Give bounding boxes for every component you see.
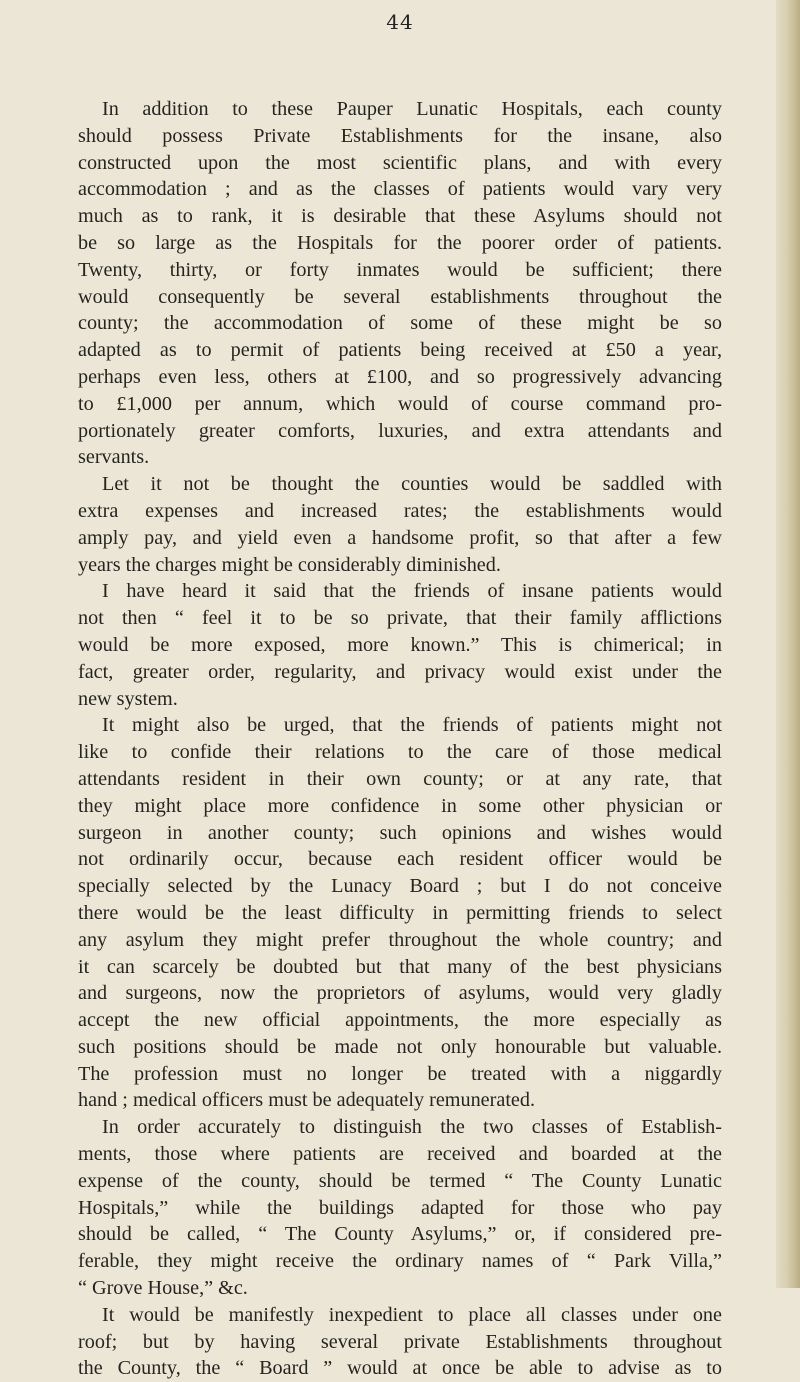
text-line: much as to rank, it is desirable that these Asylums should not	[78, 205, 722, 228]
text-line: In order accurately to distinguish the two classes of Establish-	[102, 1116, 722, 1139]
text-line: would be more exposed, more known.” This is chimerical; in	[78, 633, 722, 656]
text-line: I have heard it said that the friends of insane patients would	[102, 580, 722, 603]
text-line: extra expenses and increased rates; the establishments would	[78, 499, 722, 522]
text-line: “ Grove House,” &c.	[78, 1277, 248, 1300]
text-line: county; the accommodation of some of these might be so	[78, 312, 722, 335]
text-line: perhaps even less, others at £100, and so progressively advancing	[78, 365, 722, 388]
text-line: ments, those where patients are received and boarded at the	[78, 1143, 722, 1166]
text-line: adapted as to permit of patients being received at £50 a year,	[78, 339, 722, 362]
text-line: portionately greater comforts, luxuries, and extra attendants and	[78, 419, 722, 442]
text-line: Hospitals,” while the buildings adapted for those who pay	[78, 1196, 722, 1219]
page-edge	[776, 0, 800, 1288]
text-line: attendants resident in their own county; or at any rate, that	[78, 767, 722, 790]
text-line: would consequently be several establishments throughout the	[78, 285, 722, 308]
text-line: In addition to these Pauper Lunatic Hospitals, each county	[102, 98, 722, 120]
text-line: there would be the least difficulty in permitting friends to select	[78, 901, 722, 924]
text-line: hand ; medical officers must be adequately remunerated.	[78, 1089, 536, 1112]
text-line: specially selected by the Lunacy Board ; but I do not conceive	[78, 875, 722, 898]
text-line: It would be manifestly inexpedient to place all classes under one	[102, 1303, 722, 1326]
text-line: The profession must no longer be treated with a niggardly	[78, 1062, 722, 1085]
text-line: accept the new official appointments, the more especially as	[78, 1009, 722, 1032]
text-line: like to confide their relations to the care of those medical	[78, 741, 722, 764]
text-line: not ordinarily occur, because each resident officer would be	[78, 848, 722, 871]
text-line: servants.	[78, 446, 150, 469]
text-line: they might place more confidence in some other physician or	[78, 794, 722, 817]
text-line: should possess Private Establishments for the insane, also	[78, 124, 722, 147]
text-line: constructed upon the most scientific plans, and with every	[78, 151, 722, 174]
text-line: and surgeons, now the proprietors of asylums, would very gladly	[78, 982, 722, 1005]
text-line: to £1,000 per annum, which would of course command pro-	[78, 392, 722, 415]
page-number: 44	[386, 10, 414, 34]
text-line: surgeon in another county; such opinions and wishes would	[78, 821, 722, 844]
text-line: such positions should be made not only honourable but valuable.	[78, 1035, 722, 1058]
text-line: Let it not be thought the counties would be saddled with	[102, 473, 722, 496]
text-line: It might also be urged, that the friends of patients might not	[102, 714, 722, 737]
text-line: it can scarcely be doubted but that many of the best physicians	[78, 955, 722, 978]
text-line: fact, greater order, regularity, and privacy would exist under the	[78, 660, 722, 683]
text-line: expense of the county, should be termed “ The County Lunatic	[78, 1169, 722, 1192]
text-line: be so large as the Hospitals for the poorer order of patients.	[78, 231, 722, 254]
text-line: ferable, they might receive the ordinary names of “ Park Villa,”	[78, 1250, 722, 1273]
text-line: Twenty, thirty, or forty inmates would be sufficient; there	[78, 258, 722, 281]
text-line: not then “ feel it to be so private, that their family afflictions	[78, 607, 722, 630]
body-text	[78, 96, 722, 1382]
text-line: roof; but by having several private Establishments throughout	[78, 1330, 722, 1353]
text-line: the County, the “ Board ” would at once be able to advise as to	[78, 1357, 722, 1380]
text-line: should be called, “ The County Asylums,” or, if considered pre-	[78, 1223, 722, 1246]
text-line: accommodation ; and as the classes of patients would vary very	[78, 178, 722, 201]
text-line: new system.	[78, 687, 178, 710]
text-line: any asylum they might prefer throughout the whole country; and	[78, 928, 722, 951]
text-line: years the charges might be considerably diminished.	[78, 553, 501, 576]
text-line: amply pay, and yield even a handsome profit, so that after a few	[78, 526, 722, 549]
